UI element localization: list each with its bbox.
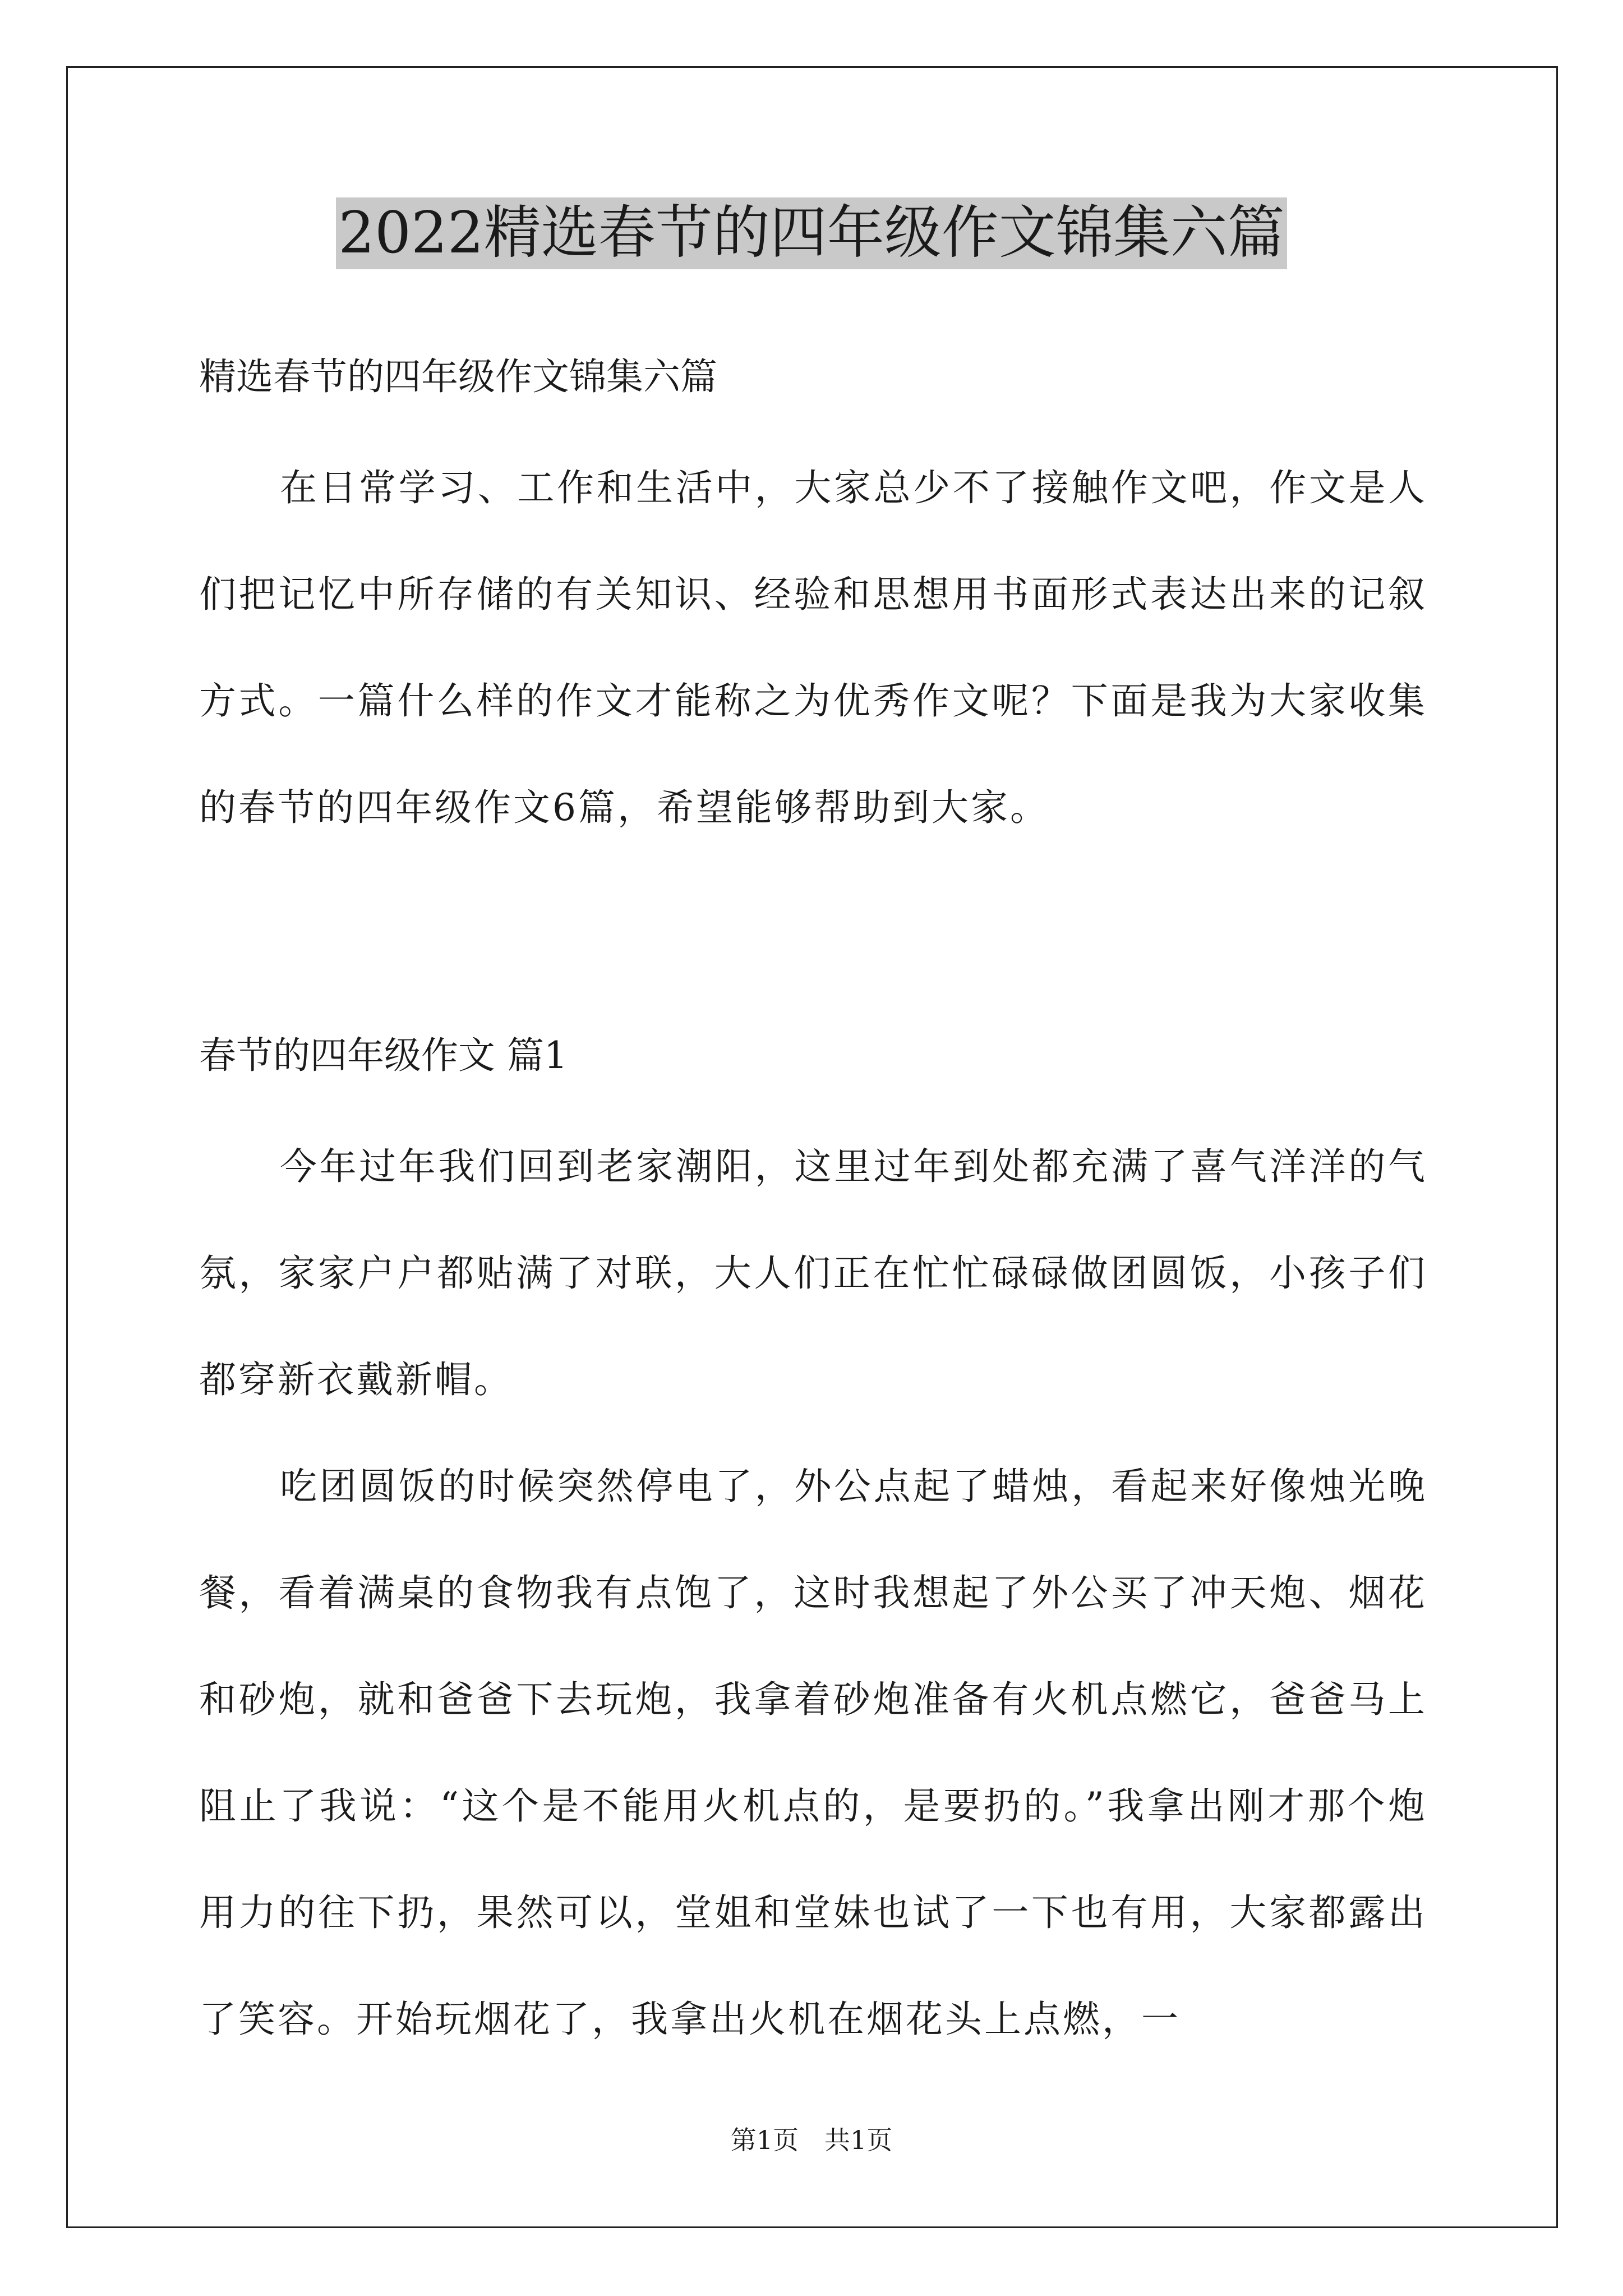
document-subtitle: 精选春节的四年级作文锦集六篇 [199,355,717,398]
intro-paragraph: 在日常学习、工作和生活中，大家总少不了接触作文吧，作文是人们把记忆中所存储的有关知识、经验和思想用书面形式表达出来的记叙方式。一篇什么样的作文才能称之为优秀作文呢？下面是我为大家收集的春节的四年级作文6篇，希望能够帮助到大家。 [199,466,1427,829]
section-heading: 春节的四年级作文 篇1 [199,1034,568,1077]
title-container [0,197,1623,269]
page-footer: 第1页 共1页 [730,2125,893,2155]
document-title: 2022精选春节的四年级作文锦集六篇 [336,197,1287,269]
body-paragraph-1: 今年过年我们回到老家潮阳，这里过年到处都充满了喜气洋洋的气氛，家家户户都贴满了对联，大人们正在忙忙碌碌做团圆饭，小孩子们都穿新衣戴新帽。 [199,1145,1427,1401]
body-paragraph-2: 吃团圆饭的时候突然停电了，外公点起了蜡烛，看起来好像烛光晚餐，看着满桌的食物我有点饱了，这时我想起了外公买了冲天炮、烟花和砂炮，就和爸爸下去玩炮，我拿着砂炮准备有火机点燃它，爸爸马上阻止了我说：“这个是不能用火机点的，是要扔的。”我拿出刚才那个炮用力的往下扔，果然可以，堂姐和堂妹也试了一下也有用，大家都露出了笑容。开始玩烟花了，我拿出火机在烟花头上点燃，一 [199,1465,1427,2041]
